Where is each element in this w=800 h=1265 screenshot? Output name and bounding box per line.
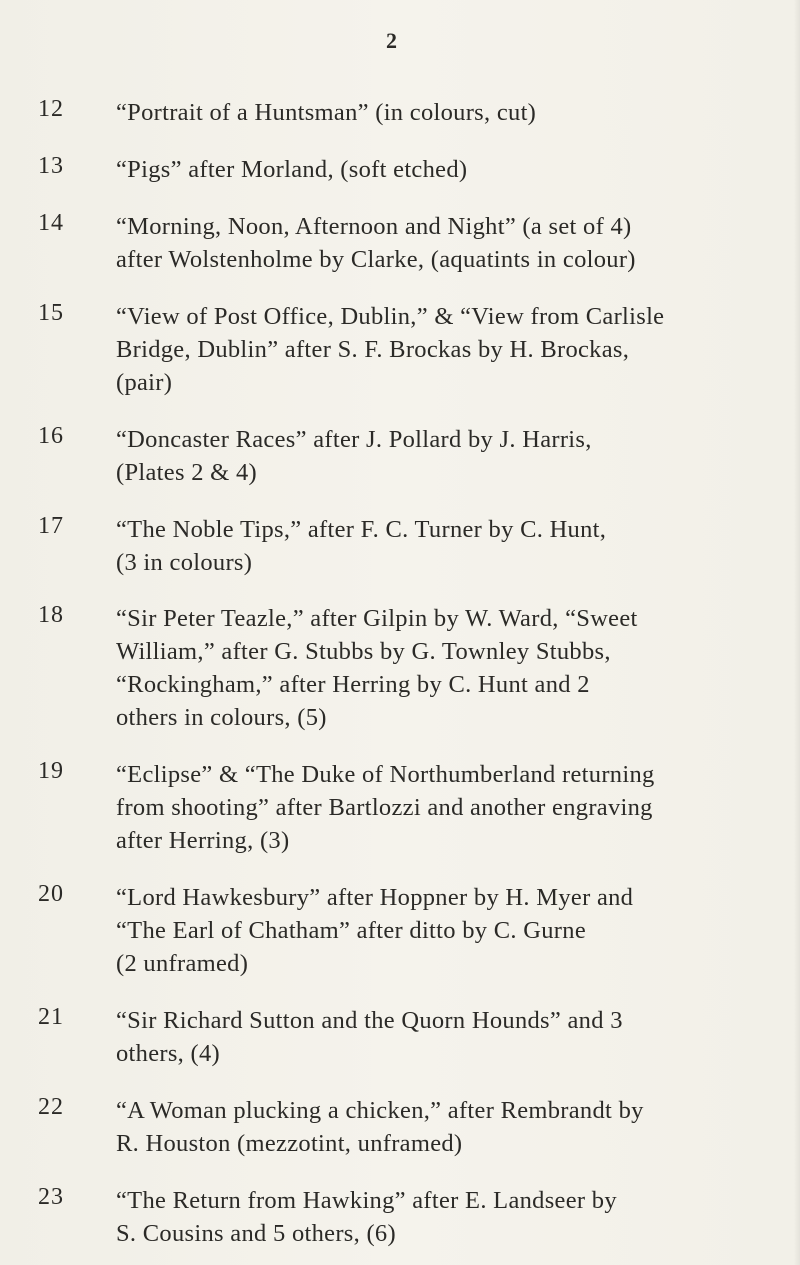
lot-line: “Doncaster Races” after J. Pollard by J. Harris, — [116, 426, 592, 453]
lot-description — [116, 602, 796, 734]
lot-line: “Sir Richard Sutton and the Quorn Hounds” and 3 — [116, 1007, 623, 1034]
lot-number: 15 — [38, 300, 64, 326]
lot-number: 12 — [38, 96, 64, 122]
lot-line: after Wolstenholme by Clarke, (aquatints in colour) — [116, 246, 636, 273]
lot-description — [116, 513, 796, 579]
lot-description — [116, 881, 796, 980]
lot-line: “Sir Peter Teazle,” after Gilpin by W. Ward, “Sweet — [116, 605, 638, 632]
lot-description — [116, 153, 796, 186]
lot-description — [116, 210, 796, 276]
lot-number: 22 — [38, 1094, 64, 1120]
lot-line: William,” after G. Stubbs by G. Townley Stubbs, — [116, 638, 611, 665]
page-number: 2 — [386, 28, 397, 53]
lot-description — [116, 1094, 796, 1160]
lot-number: 16 — [38, 423, 64, 449]
lot-line: “Pigs” after Morland, (soft etched) — [116, 156, 468, 183]
lot-number: 19 — [38, 758, 64, 784]
lot-number: 17 — [38, 513, 64, 539]
lot-line: R. Houston (mezzotint, unframed) — [116, 1130, 463, 1157]
lot-line: “Lord Hawkesbury” after Hoppner by H. Myer and — [116, 884, 634, 911]
lot-line: from shooting” after Bartlozzi and another engraving — [116, 794, 653, 821]
lot-line: “The Earl of Chatham” after ditto by C. Gurne — [116, 917, 586, 944]
lot-line: (3 in colours) — [116, 549, 253, 576]
lot-line: S. Cousins and 5 others, (6) — [116, 1220, 396, 1247]
lot-line: (2 unframed) — [116, 950, 249, 977]
lot-line: “Rockingham,” after Herring by C. Hunt and 2 — [116, 671, 590, 698]
lot-number: 20 — [38, 881, 64, 907]
lot-line: “The Noble Tips,” after F. C. Turner by C. Hunt, — [116, 516, 607, 543]
lot-line: “Morning, Noon, Afternoon and Night” (a set of 4) — [116, 213, 632, 240]
lot-description — [116, 758, 796, 857]
lot-number: 23 — [38, 1184, 64, 1210]
lot-line: “Eclipse” & “The Duke of Northumberland returning — [116, 761, 655, 788]
lot-line: “The Return from Hawking” after E. Landseer by — [116, 1187, 617, 1214]
lot-description — [116, 96, 796, 129]
lot-line: “View of Post Office, Dublin,” & “View from Carlisle — [116, 303, 665, 330]
lot-number: 21 — [38, 1004, 64, 1030]
lot-line: “A Woman plucking a chicken,” after Rembrandt by — [116, 1097, 644, 1124]
lot-line: others, (4) — [116, 1040, 220, 1067]
lot-description — [116, 1004, 796, 1070]
lot-number: 18 — [38, 602, 64, 628]
lot-number: 13 — [38, 153, 64, 179]
lot-line: after Herring, (3) — [116, 827, 290, 854]
lot-line: Bridge, Dublin” after S. F. Brockas by H. Brockas, — [116, 336, 630, 363]
lot-number: 14 — [38, 210, 64, 236]
lot-line: “Portrait of a Huntsman” (in colours, cut) — [116, 99, 537, 126]
lot-line: others in colours, (5) — [116, 704, 327, 731]
page-edge-shadow — [794, 0, 800, 1265]
lot-description — [116, 423, 796, 489]
lot-line: (Plates 2 & 4) — [116, 459, 257, 486]
lot-description — [116, 300, 796, 399]
lot-line: (pair) — [116, 369, 173, 396]
lot-description — [116, 1184, 796, 1250]
